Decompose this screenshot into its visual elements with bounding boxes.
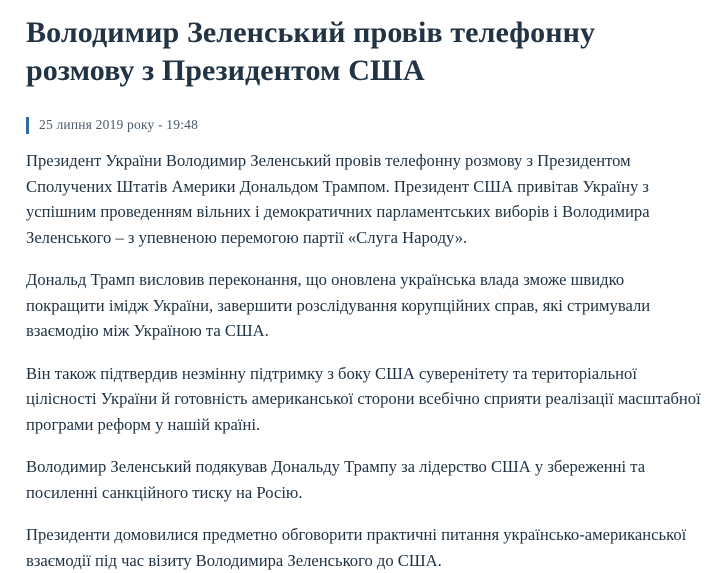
article-paragraph: Президент України Володимир Зеленський провів телефонну розмову з Президентом Сполучених Штатів Америки Дональдом Трампом. Президент США привітав Україну з успішним проведенням вільних і демократичних парламентських виборів і Володимира Зеленського – з упевненою перемогою партії «Слуга Народу». bbox=[26, 151, 650, 247]
article-meta bbox=[26, 116, 702, 134]
article-body bbox=[26, 148, 702, 573]
article-paragraph: Він також підтвердив незмінну підтримку з боку США суверенітету та територіальної цілісності України й готовність американської сторони всебічно сприяти реалізації масштабної програми реформ у нашій країні. bbox=[26, 363, 701, 434]
article-paragraph: Президенти домовилися предметно обговорити практичні питання українсько-американської взаємодії під час візиту Володимира Зеленського до США. bbox=[26, 525, 687, 570]
article-paragraph: Дональд Трамп висловив переконання, що оновлена українська влада зможе швидко покращити імідж України, завершити розслідування корупційних справ, які стримували взаємодію між Україною та США. bbox=[26, 270, 651, 340]
publish-date: 25 липня 2019 року - 19:48 bbox=[39, 117, 199, 132]
page-title: Володимир Зеленський провів телефонну розмову з Президентом США bbox=[26, 16, 596, 87]
article-paragraph: Володимир Зеленський подякував Дональду Трампу за лідерство США у збереженні та посиленні санкційного тиску на Росію. bbox=[26, 457, 646, 502]
accent-bar-icon bbox=[26, 117, 29, 134]
